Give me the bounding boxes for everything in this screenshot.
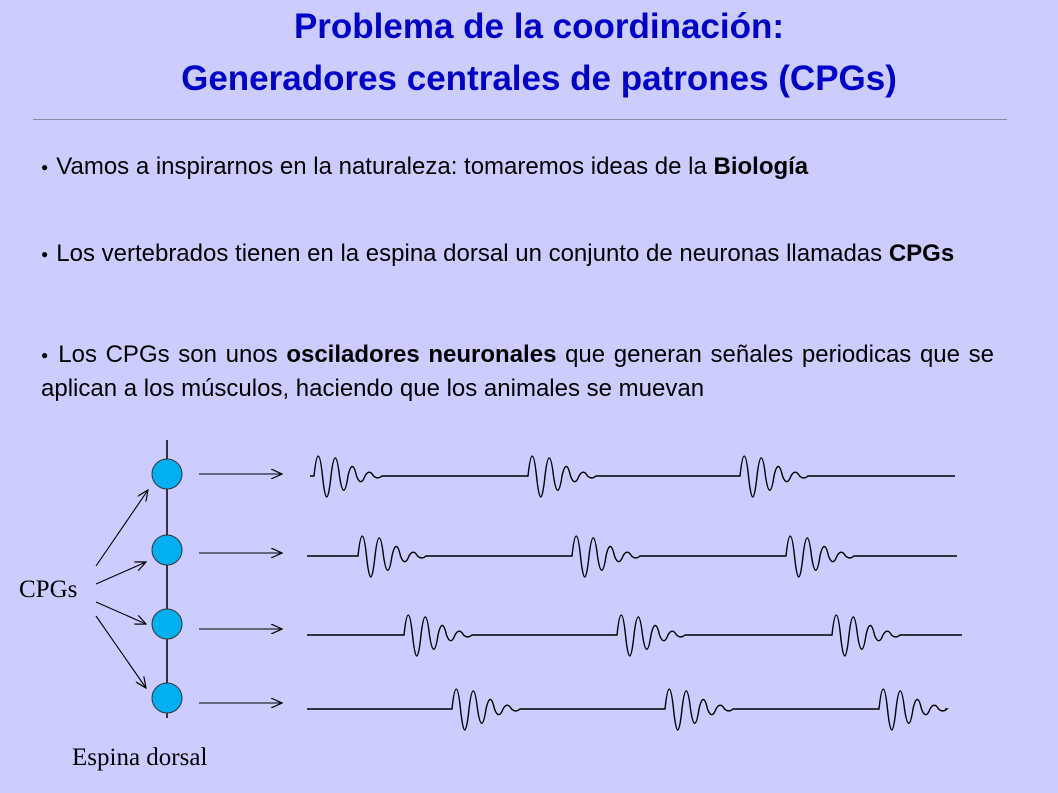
cpg-node-3: [152, 609, 182, 639]
bullet-dot-icon: ●: [41, 348, 51, 363]
bullet-dot-icon: ●: [41, 247, 49, 262]
cpg-node-4: [152, 683, 182, 713]
bullet-text: Los vertebrados tienen en la espina dorsal un conjunto de neuronas llamadas: [56, 240, 889, 267]
bullet-text: que generan señales periodicas que se aplican a los músculos, haciendo que los animales se muevan: [41, 341, 994, 403]
cpgs-arrow-1: [96, 490, 148, 566]
cpg-node-1: [152, 459, 182, 489]
cpgs-arrow-3: [96, 602, 146, 624]
slide-title-line-1: Problema de la coordinación:: [293, 7, 785, 46]
cpgs-arrow-group: [96, 490, 148, 688]
bullet-bold-text: CPGs: [888, 240, 955, 267]
spine-label: Espina dorsal: [72, 744, 208, 771]
spine-group: [152, 440, 182, 718]
signal-trace-4: [307, 689, 947, 730]
signal-trace-1: [310, 456, 955, 497]
cpgs-arrow-4: [96, 616, 146, 688]
node-output-arrows: [199, 474, 282, 703]
cpg-node-2: [152, 535, 182, 565]
bullet-bold-text: Biología: [713, 153, 809, 180]
bullet-dot-icon: ●: [41, 160, 49, 175]
cpgs-arrow-2: [96, 562, 146, 584]
slide-title-line-2: Generadores centrales de patrones (CPGs): [181, 59, 897, 98]
signal-traces: [307, 456, 962, 730]
bullet-bold-text: osciladores neuronales: [286, 341, 557, 368]
bullet-text: Los CPGs son unos: [58, 341, 287, 368]
bullet-text: Vamos a inspirarnos en la naturaleza: tomaremos ideas de la: [56, 153, 714, 180]
signal-trace-3: [307, 615, 962, 656]
cpgs-label: CPGs: [19, 576, 78, 603]
signal-trace-2: [307, 536, 957, 577]
